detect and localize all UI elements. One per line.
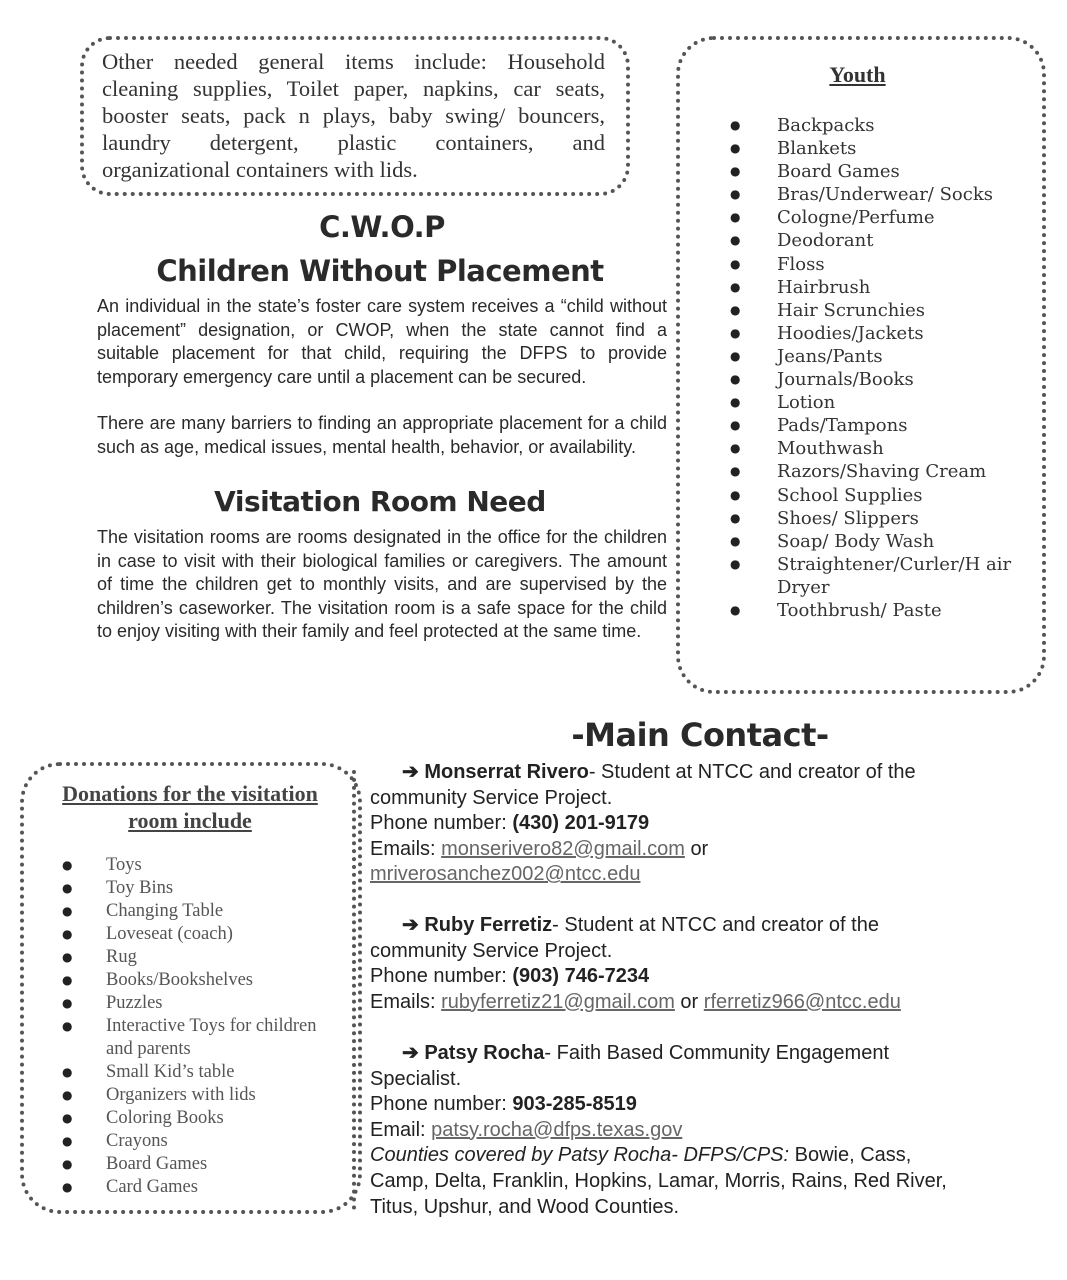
list-item: ● Toys	[62, 854, 347, 877]
youth-list	[730, 114, 1020, 622]
list-item: ● Board Games	[62, 1153, 347, 1176]
email-link[interactable]: mriverosanchez002@ntcc.edu	[370, 863, 641, 886]
list-item: ● Hoodies/Jackets	[730, 322, 1020, 345]
phone-label: Phone number:	[370, 1093, 507, 1116]
list-item: ● Shoes/ Slippers	[730, 507, 1020, 530]
list-item: ● Blankets	[730, 137, 1020, 160]
list-item: ● Loveseat (coach)	[62, 923, 347, 946]
phone-label: Phone number:	[370, 812, 507, 835]
contact-name: Patsy Rocha	[424, 1042, 545, 1064]
list-item: ● Journals/Books	[730, 368, 1020, 391]
counties-list: Bowie, Cass, Camp, Delta, Franklin, Hopkins, Lamar, Morris, Rains, Red River, Titus, Upshur, and Wood Counties.	[370, 1144, 947, 1218]
phone-number: (430) 201-9179	[512, 812, 650, 835]
list-item: ● Toy Bins	[62, 877, 347, 900]
contact-name: Ruby Ferretiz	[424, 914, 553, 936]
cwop-paragraph-1: An individual in the state’s foster care system receives a “child without placement” designation, or CWOP, when the state cannot find a suitable placement for that child, requiring the DFPS to provide temporary emergency care until a placement can be secured.	[97, 296, 667, 387]
list-item: ● Rug	[62, 946, 347, 969]
cwop-title: C.W.O.P	[319, 210, 445, 244]
email-link[interactable]: patsy.rocha@dfps.texas.gov	[431, 1118, 683, 1141]
main-contact-title: -Main Contact-	[571, 716, 829, 754]
phone-label: Phone number:	[370, 965, 507, 988]
email-link[interactable]: monserivero82@gmail.com	[441, 837, 685, 860]
list-item: ● Books/Bookshelves	[62, 969, 347, 992]
arrow-icon: ➔	[402, 914, 419, 936]
donations-list	[62, 854, 347, 1199]
list-item: ● Bras/Underwear/ Socks	[730, 183, 1020, 206]
list-item: ● Deodorant	[730, 229, 1020, 252]
list-item: ● Coloring Books	[62, 1107, 347, 1130]
contact-role: - Student at NTCC and creator of the community Service Project.	[370, 914, 879, 962]
donations-title: Donations for the visitation room include	[62, 781, 318, 833]
list-item: ● Crayons	[62, 1130, 347, 1153]
email-link[interactable]: rubyferretiz21@gmail.com	[441, 990, 675, 1013]
contact-role: - Faith Based Community Engagement Specialist.	[370, 1042, 889, 1090]
general-items-text: Other needed general items include: Household cleaning supplies, Toilet paper, napkins, car seats, booster seats, pack n plays, baby swing/ bouncers, laundry detergent, plastic containers, and organizational containers with lids.	[102, 49, 605, 182]
list-item: ● Organizers with lids	[62, 1084, 347, 1107]
list-item: ● Soap/ Body Wash	[730, 530, 1020, 553]
list-item: ● Interactive Toys for children and parents	[62, 1015, 347, 1061]
contact-name: Monserrat Rivero	[424, 761, 589, 783]
list-item: ● Hair Scrunchies	[730, 299, 1020, 322]
list-item: ● Mouthwash	[730, 437, 1020, 460]
list-item: ● Hairbrush	[730, 276, 1020, 299]
contact-block-ruby	[370, 913, 970, 1015]
list-item: ● Board Games	[730, 160, 1020, 183]
phone-number: 903-285-8519	[512, 1093, 637, 1116]
list-item: ● Cologne/Perfume	[730, 206, 1020, 229]
email-link[interactable]: rferretiz966@ntcc.edu	[703, 990, 901, 1013]
list-item: ● Backpacks	[730, 114, 1020, 137]
list-item: ● School Supplies	[730, 484, 1020, 507]
or-text: or	[690, 837, 709, 860]
or-text: or	[680, 990, 699, 1013]
list-item: ● Toothbrush/ Paste	[730, 599, 1020, 622]
contact-divider	[352, 770, 356, 1210]
cwop-subtitle: Children Without Placement	[156, 254, 604, 288]
list-item: ● Razors/Shaving Cream	[730, 460, 1020, 483]
contact-block-monserrat	[370, 760, 970, 888]
list-item: ● Floss	[730, 253, 1020, 276]
cwop-paragraph-2: There are many barriers to finding an appropriate placement for a child such as age, medical issues, mental health, behavior, or availability.	[97, 413, 667, 457]
list-item: ● Card Games	[62, 1176, 347, 1199]
list-item: ● Small Kid’s table	[62, 1061, 347, 1084]
youth-title: Youth	[829, 62, 886, 87]
arrow-icon: ➔	[402, 1042, 419, 1064]
emails-label: Emails:	[370, 837, 436, 860]
contact-role: - Student at NTCC and creator of the community Service Project.	[370, 761, 916, 809]
counties-label: Counties covered by Patsy Rocha- DFPS/CPS:	[370, 1144, 790, 1167]
contact-block-patsy	[370, 1041, 970, 1220]
arrow-icon: ➔	[402, 761, 419, 783]
list-item: ● Puzzles	[62, 992, 347, 1015]
list-item: ● Pads/Tampons	[730, 414, 1020, 437]
email-label: Email:	[370, 1118, 426, 1141]
visitation-title: Visitation Room Need	[214, 485, 546, 518]
emails-label: Emails:	[370, 990, 436, 1013]
list-item: ● Changing Table	[62, 900, 347, 923]
list-item: ● Lotion	[730, 391, 1020, 414]
list-item: ● Jeans/Pants	[730, 345, 1020, 368]
visitation-paragraph: The visitation rooms are rooms designated in the office for the children in case to visit with their biological families or caregivers. The amount of time the children get to monthly visits, and are supervised by the children’s caseworker. The visitation room is a safe space for the child to enjoy visiting with their family and feel protected at the same time.	[97, 527, 667, 641]
phone-number: (903) 746-7234	[512, 965, 650, 988]
list-item: ● Straightener/Curler/H air Dryer	[730, 553, 1020, 599]
